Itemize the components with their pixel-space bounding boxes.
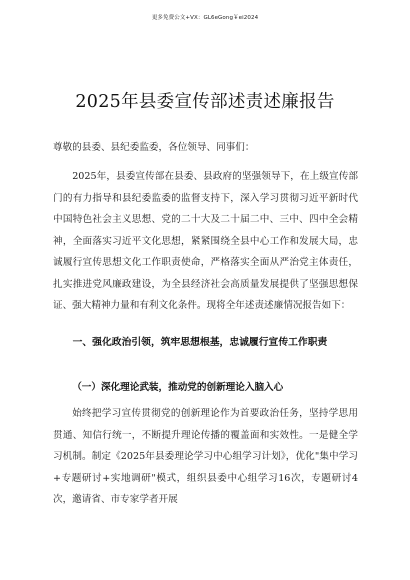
paragraph-theory (53, 403, 358, 511)
paragraph-text: 始终把学习宣传贯彻党的创新理论作为首要政治任务，坚持学思用贯通、知信行统一，不断提升理论传播的覆盖面和实效性。一是健全学习机制。制定《2025年县委理论学习中心组学习计划》，优化"集中学习+专题研讨+实地调研"模式，组织县委中心组学习16次，专题研讨4次，邀请省、市专家学者开展 (53, 408, 358, 505)
subsection-heading-1-1: （一）深化理论武装，推动党的创新理论入脑入心 (72, 382, 284, 393)
paragraph-text: 2025年，县委宣传部在县委、县政府的坚强领导下，在上级宣传部门的有力指导和县纪委监委的监督支持下，深入学习贯彻习近平新时代中国特色社会主义思想、党的二十大及二十届二中、三中、四中全会精神，全面落实习近平文化思想，紧紧围绕全县中心工作和发展大局，忠诚履行宣传思想文化工作职责使命，严格落实全面从严治党主体责任，扎实推进党风廉政建设，为全县经济社会高质量发展提供了坚强思想保证、强大精神力量和有利文化条件。现将全年述责述廉情况报告如下： (53, 171, 358, 311)
section-heading-1: 一、强化政治引领，筑牢思想根基，忠诚履行宣传工作职责 (72, 337, 328, 348)
document-title: 2025年县委宣传部述责述廉报告 (75, 92, 335, 112)
paragraph-intro (53, 166, 358, 317)
salutation: 尊敬的县委、县纪委监委，各位领导、同事们： (53, 142, 255, 153)
header-note: 更多免费公文+VX：GL6eGong￥ei2024 (151, 15, 259, 21)
